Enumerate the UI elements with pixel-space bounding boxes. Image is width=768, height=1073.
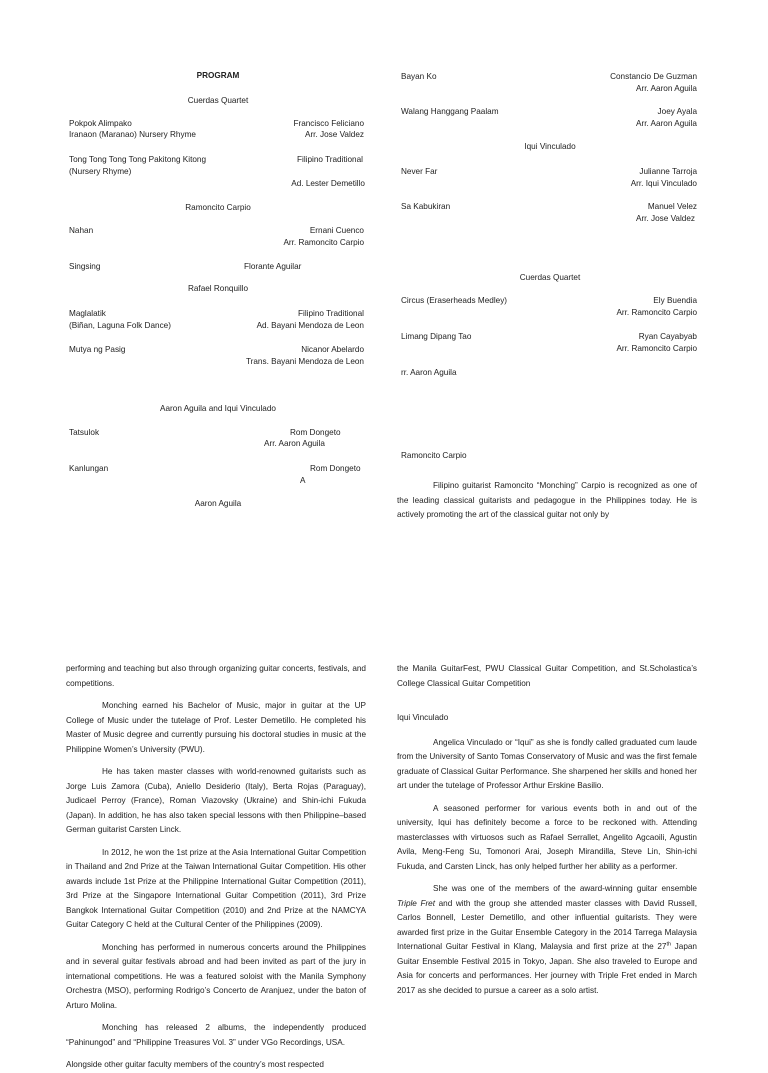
bio-paragraph: He has taken master classes with world-renowned guitarists such as Jorge Luis Zamora (Cuba), Aniello Desiderio (Italy), Berta Rojas (Paraguay), Judicael Perroy (France), Roman Viazovsky (Ukraine) and Shin-ichi Fukuda (Japan). In addition, he has also taken special lessons with then Philippine–based German guitarist Carsten Linck. — [66, 767, 366, 834]
composer: Filipino Traditional — [297, 155, 363, 164]
composer: Ernani Cuenco — [309, 226, 364, 235]
bio-paragraph: Monching has performed in numerous concerts around the Philippines and in several guitar festivals abroad and had been invited as part of the jury in international competitions. He was a featured soloist with the Manila Symphony Orchestra (MSO), performing Rodrigo’s Concerto de Aranjuez, under the baton of Arturo Molina. — [66, 942, 366, 1010]
arranger: Arr. Jose Valdez — [635, 214, 695, 223]
composer: Julianne Tarroja — [639, 167, 697, 176]
group-heading: Ramoncito Carpio — [185, 203, 251, 212]
piece-title: (Biñan, Laguna Folk Dance) — [69, 321, 171, 330]
arranger: Ad. Bayani Mendoza de Leon — [256, 321, 364, 330]
bio-text: Japan Guitar Ensemble Festival 2015 in Tokyo, Japan. She also traveled to Europe and Asia for concerts and performances. Her journey with Triple Fret ended in March 2017 as she decided to pursue a career as a solo artist. — [397, 942, 697, 995]
composer: Joey Ayala — [657, 107, 697, 116]
arranger: Arr. Aaron Aguila — [636, 84, 697, 93]
bio-paragraph: Monching earned his Bachelor of Music, major in guitar at the UP College of Music under the tutelage of Prof. Lester Demetillo. He completed his Master of Music degree and currently pursuing his doctoral studies in music at the Philippine Women’s University (PWU). — [66, 701, 366, 754]
bio-paragraph: A seasoned performer for various events both in and out of the university, Iqui has definitely become a force to be reckoned with. Attending masterclasses with virtuosos such as Rafael Serrallet, Angelito Agcaoili, Agustin Avila, Meng-Feng Su, Tomonori Arai, Joseph Mirandilla, Steve Lin, Shin-ichi Fukuda, and Carsten Linck, has only helped further her ability as a performer. — [397, 803, 697, 871]
vinculado-bio — [397, 662, 697, 1024]
ordinal-suffix: th — [666, 941, 672, 948]
arranger: Arr. Ramoncito Carpio — [616, 308, 697, 317]
piece-title: Pokpok Alimpako — [69, 119, 132, 128]
composer: Ryan Cayabyab — [638, 332, 697, 341]
program-title: PROGRAM — [196, 71, 240, 80]
bio-paragraph: performing and teaching but also through organizing guitar concerts, festivals, and competitions. — [66, 664, 366, 688]
bio-paragraph: In 2012, he won the 1st prize at the Asia International Guitar Competition in Thailand and 2nd Prize at the Taiwan International Guitar Competition. His other awards include 1st Prize at the Philippine International Guitar Competition (2011), 3rd Prize at the Singapore International Guitar Competition (2011), 3rd Prize Bangkok International Guitar Competition (2010) and 2nd Prize at the NAMCYA Guitar Category C held at the Cultural Center of the Philippines (2009). — [66, 847, 366, 929]
group-heading: Aaron Aguila — [194, 499, 242, 508]
piece-title: Circus (Eraserheads Medley) — [401, 296, 508, 305]
piece-title: Limang Dipang Tao — [401, 332, 472, 341]
group-heading: Cuerdas Quartet — [187, 96, 249, 105]
piece-title: Mutya ng Pasig — [69, 345, 126, 354]
composer: Ely Buendia — [653, 296, 697, 305]
piece-title: Iranaon (Maranao) Nursery Rhyme — [69, 130, 196, 139]
piece-title: Never Far — [401, 167, 438, 176]
piece-title: (Nursery Rhyme) — [69, 167, 132, 176]
bio-paragraph: Alongside other guitar faculty members of the country’s most respected — [66, 1060, 324, 1069]
piece-title: Kanlungan — [69, 464, 109, 473]
arranger: Arr. Aaron Aguila — [264, 439, 325, 448]
bio-paragraph: Angelica Vinculado or “Iqui” as she is fondly called graduated cum laude from the University of Santo Tomas Conservatory of Music and was the first female graduate of Classical Guitar Performance. She sharpened her skills and honed her art under the tutelage of Professor Arthur Erskine Basilio. — [397, 737, 697, 790]
piece-title: Tong Tong Tong Tong Pakitong Kitong — [69, 155, 207, 164]
composer: Filipino Traditional — [298, 309, 364, 318]
composer: Rom Dongeto — [310, 464, 361, 473]
bio-text: She was one of the members of the award-winning guitar ensemble — [433, 884, 697, 893]
arranger: Arr. Aaron Aguila — [636, 119, 697, 128]
group-heading: Cuerdas Quartet — [519, 273, 581, 282]
bio-paragraph: the Manila GuitarFest, PWU Classical Guitar Competition, and St.Scholastica’s College Classical Guitar Competition — [397, 664, 697, 688]
bio-heading: Ramoncito Carpio — [401, 451, 467, 460]
piece-title: Walang Hanggang Paalam — [401, 107, 499, 116]
carpio-bio — [66, 662, 366, 1069]
bio-paragraph: Filipino guitarist Ramoncito “Monching” Carpio is recognized as one of the leading classical guitarists and pedagogue in the Philippines today. He is actively promoting the art of the classical guitar not only by — [397, 481, 697, 519]
composer: Manuel Velez — [647, 202, 697, 211]
bio-paragraph — [397, 882, 697, 998]
composer: Constancio De Guzman — [610, 72, 697, 81]
arranger: Arr. Ramoncito Carpio — [616, 344, 697, 353]
group-heading: Aaron Aguila and Iqui Vinculado — [160, 404, 276, 413]
arranger: Arr. Jose Valdez — [304, 130, 364, 139]
arranger: Trans. Bayani Mendoza de Leon — [245, 357, 364, 366]
group-heading: Iqui Vinculado — [524, 142, 576, 151]
arranger: A — [300, 476, 306, 485]
bio-paragraph: Monching has released 2 albums, the independently produced “Pahinungod” and “Philippine Treasures Vol. 3” under VGo Recordings, USA. — [66, 1023, 366, 1047]
composer: Nicanor Abelardo — [301, 345, 364, 354]
arranger: Arr. Iqui Vinculado — [630, 179, 697, 188]
group-heading: Rafael Ronquillo — [187, 284, 249, 293]
piece-title: Nahan — [69, 226, 94, 235]
bio-heading: Iqui Vinculado — [397, 713, 449, 722]
bio-intro — [397, 479, 697, 525]
piece-title: Maglalatik — [69, 309, 106, 318]
piece-title: Tatsulok — [69, 428, 100, 437]
composer: Francisco Feliciano — [293, 119, 364, 128]
piece-title: Singsing — [69, 262, 101, 271]
ensemble-name: Triple Fret — [397, 898, 436, 908]
arranger: Ad. Lester Demetillo — [291, 179, 365, 188]
arranger: Arr. Ramoncito Carpio — [283, 238, 364, 247]
bio-text: and with the group she attended master classes with David Russell, Carlos Bonnell, Lester Demetillo, and other influential guitarists. They were awarded first prize in the Guitar Ensemble Category in the 2014 Tarrega Malaysia International Guitar Festival in Klang, Malaysia and first prize at the 27 — [397, 898, 697, 951]
piece-title: Bayan Ko — [401, 72, 437, 81]
piece-title: Sa Kabukiran — [401, 202, 451, 211]
composer: Florante Aguilar — [244, 262, 302, 271]
composer: Rom Dongeto — [290, 428, 341, 437]
stray-text: rr. Aaron Aguila — [401, 368, 457, 377]
